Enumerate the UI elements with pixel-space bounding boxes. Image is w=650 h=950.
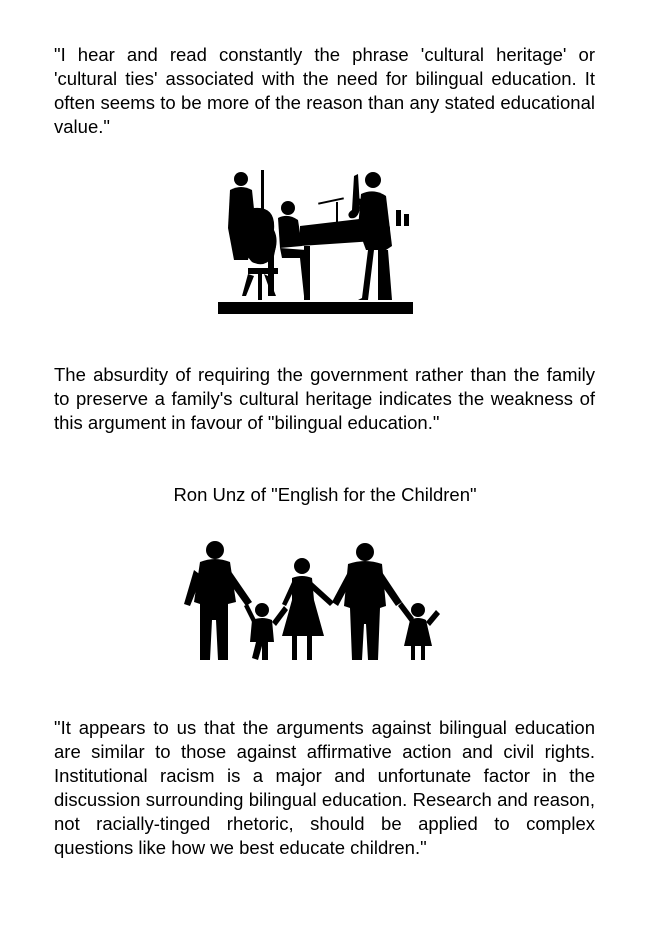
quote-institutional-racism: "It appears to us that the arguments against bilingual education are similar to those against affirmative action and civil rights. Institutional racism is a major and unfortunate factor in the discussion surrounding bilingual education. Research and reason, not racially-tinged rhetoric, should be applied to complex questions like how we best educate children." <box>54 717 595 858</box>
family-silhouette-icon <box>180 540 442 665</box>
response-paragraph: The absurdity of requiring the government rather than the family to preserve a family's cultural heritage indicates the weakness of this argument in favour of "bilingual education." <box>54 364 595 433</box>
attribution: Ron Unz of "English for the Children" <box>173 484 477 505</box>
jazz-band-silhouette-icon <box>218 168 413 314</box>
quote-cultural-heritage: "I hear and read constantly the phrase 'cultural heritage' or 'cultural ties' associated with the need for bilingual education. It often seems to be more of the reason than any stated educational value." <box>54 44 595 137</box>
